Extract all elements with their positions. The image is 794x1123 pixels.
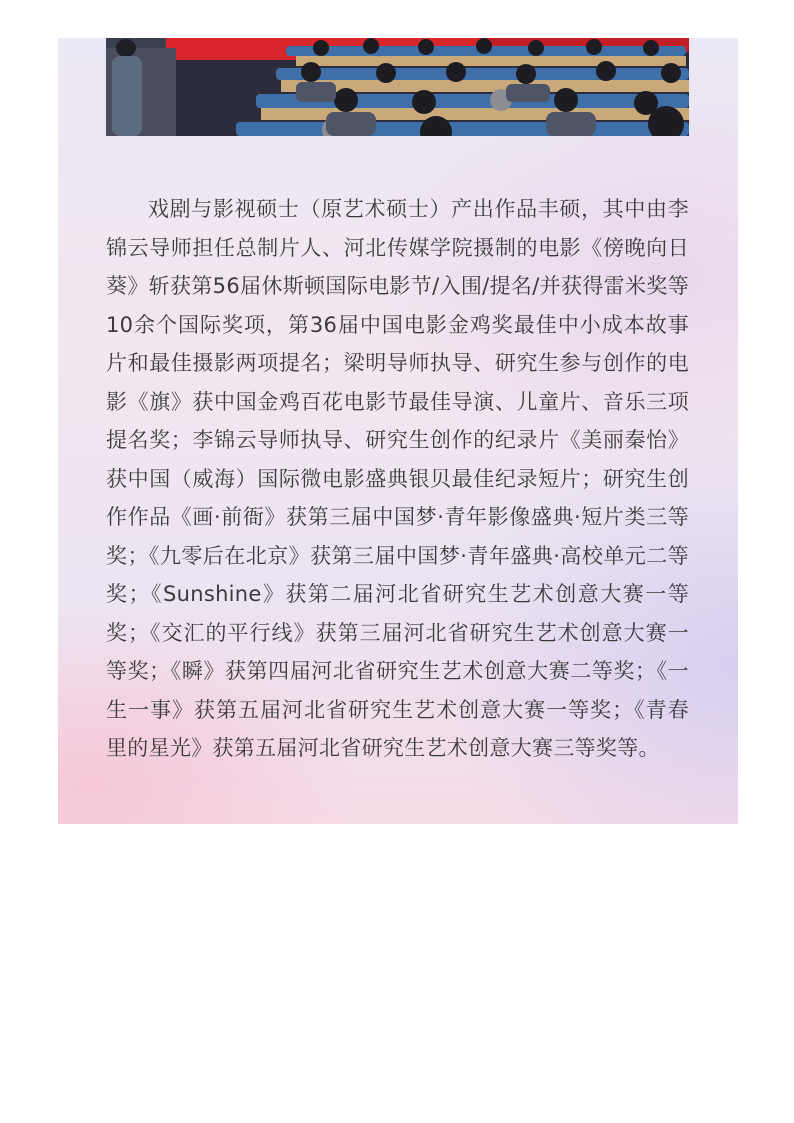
auditorium-photo <box>106 38 689 136</box>
content-panel <box>58 38 738 824</box>
body-paragraph: 戏剧与影视硕士（原艺术硕士）产出作品丰硕，其中由李锦云导师担任总制片人、河北传媒学院摄制的电影《傍晚向日葵》斩获第56届休斯顿国际电影节/入围/提名/并获得雷米奖等10余个国际奖项，第36届中国电影金鸡奖最佳中小成本故事片和最佳摄影两项提名；梁明导师执导、研究生参与创作的电影《旗》获中国金鸡百花电影节最佳导演、儿童片、音乐三项提名奖；李锦云导师执导、研究生创作的纪录片《美丽秦怡》获中国（威海）国际微电影盛典银贝最佳纪录短片；研究生创作作品《画·前衙》获第三届中国梦·青年影像盛典·短片类三等奖；《九零后在北京》获第三届中国梦·青年盛典·高校单元二等奖；《Sunshine》获第二届河北省研究生艺术创意大赛一等奖；《交汇的平行线》获第三届河北省研究生艺术创意大赛一等奖；《瞬》获第四届河北省研究生艺术创意大赛二等奖；《一生一事》获第五届河北省研究生艺术创意大赛一等奖；《青春里的星光》获第五届河北省研究生艺术创意大赛三等奖等。 <box>106 197 689 760</box>
auditorium-illustration <box>106 38 689 136</box>
